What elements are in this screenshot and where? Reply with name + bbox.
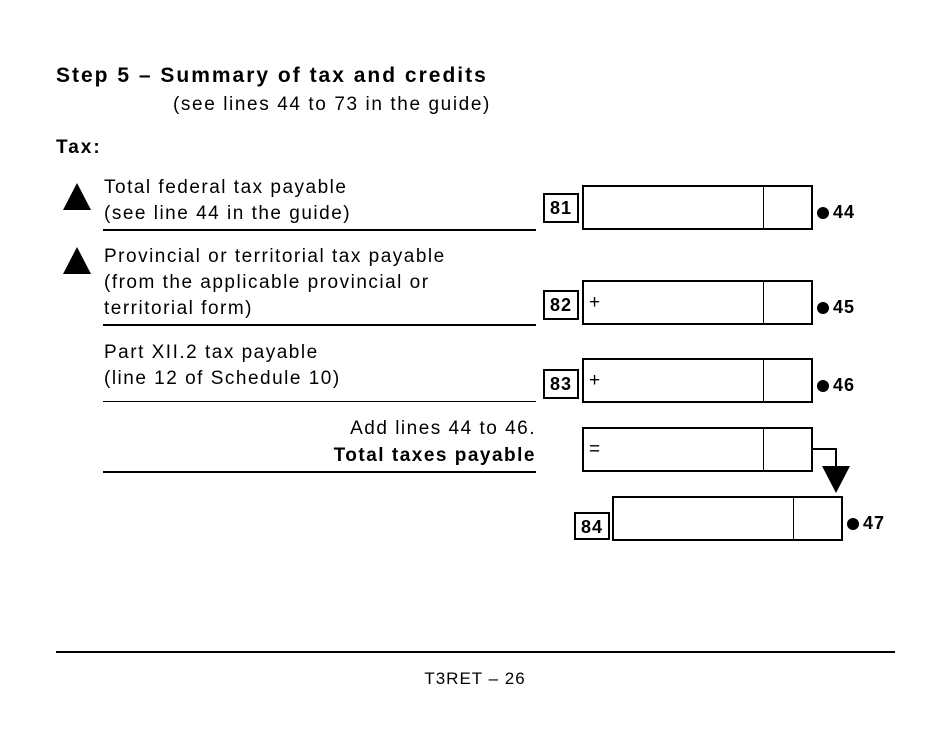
bullet-icon — [847, 518, 859, 530]
subtotal-label: Total taxes payable — [333, 445, 536, 466]
line-ref-45-number: 45 — [833, 297, 856, 317]
line-45-desc-line-3: territorial form) — [104, 298, 254, 319]
line-46-underline — [103, 401, 536, 402]
down-arrow-icon — [810, 447, 855, 497]
plus-sign: + — [589, 292, 601, 313]
line-45-desc-line-1: Provincial or territorial tax payable — [104, 246, 446, 267]
line-44-underline — [103, 229, 536, 231]
line-45-amount-field[interactable] — [582, 280, 813, 325]
page-number: T3RET – 26 — [424, 669, 526, 688]
line-44-cents-field[interactable] — [764, 187, 811, 228]
step-subtitle: (see lines 44 to 73 in the guide) — [173, 94, 491, 115]
line-ref-46-number: 46 — [833, 375, 856, 395]
bullet-icon — [817, 207, 829, 219]
line-44-dollars-field[interactable] — [584, 187, 764, 228]
line-46-desc-line-2: (line 12 of Schedule 10) — [104, 368, 341, 389]
line-47-dollars-field[interactable] — [614, 498, 794, 539]
line-ref-47 — [847, 513, 885, 534]
line-ref-44 — [817, 202, 855, 223]
line-45-description — [104, 244, 446, 322]
line-code-83: 83 — [543, 369, 579, 399]
line-ref-47-number: 47 — [863, 513, 886, 533]
line-45-cents-field[interactable] — [764, 282, 811, 323]
plus-sign: + — [589, 370, 601, 391]
line-46-description — [104, 340, 341, 392]
line-45-desc-line-2: (from the applicable provincial or — [104, 272, 430, 293]
subtotal-dollars-field[interactable] — [584, 429, 764, 470]
line-ref-44-number: 44 — [833, 202, 856, 222]
footer-divider — [56, 651, 895, 653]
subtotal-amount-field[interactable] — [582, 427, 813, 472]
line-44-desc-line-1: Total federal tax payable — [104, 177, 348, 198]
line-47-amount-field[interactable] — [612, 496, 843, 541]
line-45-underline — [103, 324, 536, 326]
line-44-desc-line-2: (see line 44 in the guide) — [104, 203, 352, 224]
bullet-icon — [817, 380, 829, 392]
subtotal-instruction: Add lines 44 to 46. — [350, 418, 536, 439]
line-44-amount-field[interactable] — [582, 185, 813, 230]
line-47-cents-field[interactable] — [794, 498, 841, 539]
line-46-cents-field[interactable] — [764, 360, 811, 401]
line-46-amount-field[interactable] — [582, 358, 813, 403]
line-45-dollars-field[interactable] — [584, 282, 764, 323]
line-ref-46 — [817, 375, 855, 396]
equals-sign: = — [589, 439, 601, 460]
line-44-description — [104, 175, 351, 227]
section-label-tax: Tax: — [56, 137, 102, 158]
line-ref-45 — [817, 297, 855, 318]
warning-triangle-icon — [63, 183, 91, 210]
subtotal-underline — [103, 471, 536, 473]
line-code-84: 84 — [574, 512, 610, 540]
line-code-81: 81 — [543, 193, 579, 223]
line-46-desc-line-1: Part XII.2 tax payable — [104, 342, 319, 363]
step-title: Step 5 – Summary of tax and credits — [56, 64, 488, 87]
warning-triangle-icon — [63, 247, 91, 274]
subtotal-cents-field[interactable] — [764, 429, 811, 470]
line-code-82: 82 — [543, 290, 579, 320]
bullet-icon — [817, 302, 829, 314]
line-46-dollars-field[interactable] — [584, 360, 764, 401]
